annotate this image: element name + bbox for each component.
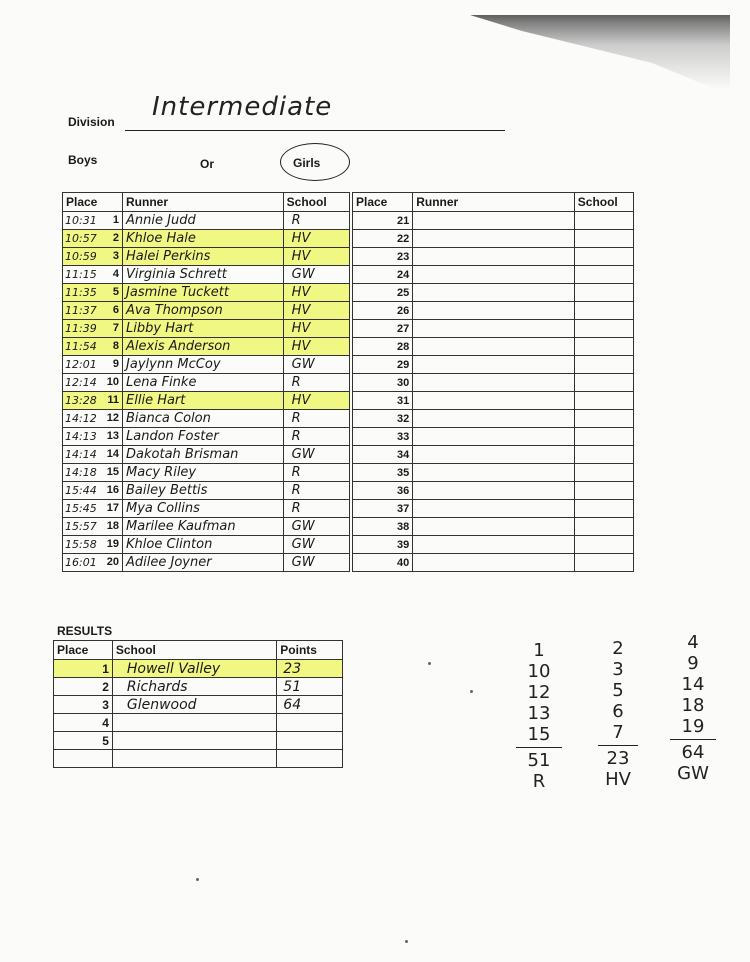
table-row [63, 428, 350, 446]
place-cell [63, 446, 123, 464]
table-row [63, 266, 350, 284]
place-cell [63, 464, 123, 482]
results-points: 64 [277, 696, 343, 714]
scan-speck [196, 878, 199, 881]
place-number: 20 [106, 556, 120, 568]
results-place: 4 [54, 714, 113, 732]
results-points: 51 [277, 678, 343, 696]
place-number: 33 [353, 428, 413, 446]
finish-time: 11:54 [65, 340, 97, 353]
finish-time: 12:01 [65, 358, 97, 371]
place-number: 11 [107, 394, 120, 406]
division-label: Division [68, 115, 115, 129]
finish-time: 14:18 [65, 466, 97, 479]
place-number: 2 [112, 232, 120, 244]
table-row [63, 536, 350, 554]
tally-richards [516, 640, 562, 792]
scan-speck [428, 662, 431, 665]
place-cell [63, 212, 123, 230]
table-row [63, 482, 350, 500]
runner-school: GW [283, 536, 349, 554]
place-header: Place [63, 193, 123, 212]
table-header-row [353, 193, 634, 212]
runner-school: HV [283, 248, 349, 266]
results-place-header: Place [54, 641, 113, 660]
finish-time: 11:35 [65, 286, 97, 299]
runner-name-empty [413, 248, 575, 266]
runner-school-empty [574, 356, 633, 374]
runner-name-empty [413, 500, 575, 518]
place-number: 38 [353, 518, 413, 536]
runner-school: GW [283, 518, 349, 536]
results-school: Howell Valley [112, 660, 276, 678]
results-school-header: School [112, 641, 276, 660]
results-points: 23 [277, 660, 343, 678]
place-cell [63, 554, 123, 572]
tally-sum-line [670, 739, 716, 740]
runner-school: R [283, 428, 349, 446]
runner-school: GW [283, 554, 349, 572]
tally-value: 9 [687, 653, 699, 674]
table-row [353, 518, 634, 536]
runner-school: GW [283, 446, 349, 464]
table-row [63, 338, 350, 356]
runner-name-empty [413, 464, 575, 482]
table-row [63, 230, 350, 248]
place-number: 15 [106, 466, 120, 478]
place-number: 1 [112, 214, 120, 226]
table-row [63, 554, 350, 572]
place-number: 28 [353, 338, 413, 356]
place-number: 25 [353, 284, 413, 302]
place-header: Place [353, 193, 413, 212]
runner-school: R [283, 410, 349, 428]
tally-total: 64 [681, 742, 705, 763]
results-title: RESULTS [57, 624, 113, 638]
results-school [112, 714, 276, 732]
runners-body-left [63, 212, 350, 572]
runner-school: HV [283, 338, 349, 356]
table-row [63, 320, 350, 338]
runner-school: R [283, 464, 349, 482]
finish-time: 10:57 [65, 232, 97, 245]
table-row [353, 212, 634, 230]
runner-name-empty [413, 392, 575, 410]
runner-name: Marilee Kaufman [123, 518, 284, 536]
place-number: 26 [353, 302, 413, 320]
results-table [53, 640, 343, 768]
runner-name-empty [413, 356, 575, 374]
place-number: 34 [353, 446, 413, 464]
division-underline [125, 130, 505, 131]
runner-name: Bianca Colon [123, 410, 284, 428]
runner-school-empty [574, 482, 633, 500]
place-number: 31 [353, 392, 413, 410]
runner-name: Bailey Bettis [123, 482, 284, 500]
runner-name-empty [413, 482, 575, 500]
results-points-header: Points [277, 641, 343, 660]
table-row [353, 374, 634, 392]
table-row [353, 284, 634, 302]
results-row [54, 732, 343, 750]
runner-school-empty [574, 302, 633, 320]
results-school [112, 750, 276, 768]
tally-total: 51 [527, 750, 551, 771]
runner-school: R [283, 500, 349, 518]
runner-school-empty [574, 212, 633, 230]
table-row [353, 554, 634, 572]
place-number: 18 [106, 520, 120, 532]
table-row [353, 230, 634, 248]
place-number: 39 [353, 536, 413, 554]
results-place: 3 [54, 696, 113, 714]
tally-value: 1 [533, 640, 545, 661]
runners-table-1-20 [62, 192, 350, 572]
place-number: 21 [353, 212, 413, 230]
finish-time: 14:12 [65, 412, 97, 425]
place-cell [63, 230, 123, 248]
results-points [277, 732, 343, 750]
table-row [63, 356, 350, 374]
place-number: 10 [106, 376, 120, 388]
boys-option: Boys [68, 153, 98, 167]
table-row [63, 212, 350, 230]
finish-time: 12:14 [65, 376, 97, 389]
results-school [112, 732, 276, 750]
tally-value: 10 [527, 661, 551, 682]
table-row [353, 500, 634, 518]
runner-name: Mya Collins [123, 500, 284, 518]
results-row [54, 660, 343, 678]
place-number: 35 [353, 464, 413, 482]
runner-school-empty [574, 446, 633, 464]
tally-team: GW [677, 763, 709, 784]
place-cell [63, 302, 123, 320]
tally-team: R [532, 771, 546, 792]
tally-value: 19 [681, 716, 705, 737]
results-header-row [54, 641, 343, 660]
runner-name-empty [413, 554, 575, 572]
place-number: 24 [353, 266, 413, 284]
runners-table-21-40 [352, 192, 634, 572]
table-row [353, 338, 634, 356]
runner-name: Landon Foster [123, 428, 284, 446]
runner-school: GW [283, 266, 349, 284]
place-cell [63, 536, 123, 554]
finish-time: 14:13 [65, 430, 97, 443]
place-number: 4 [112, 268, 120, 280]
table-row [353, 428, 634, 446]
place-number: 6 [112, 304, 120, 316]
runner-name: Halei Perkins [123, 248, 284, 266]
results-points [277, 750, 343, 768]
table-row [353, 320, 634, 338]
finish-time: 15:57 [65, 520, 97, 533]
tally-sum-line [516, 747, 562, 748]
runner-name: Adilee Joyner [123, 554, 284, 572]
runner-name: Macy Riley [123, 464, 284, 482]
results-row [54, 696, 343, 714]
table-row [63, 464, 350, 482]
place-number: 7 [112, 322, 120, 334]
finish-time: 14:14 [65, 448, 97, 461]
place-number: 27 [353, 320, 413, 338]
runner-school: GW [283, 356, 349, 374]
table-row [353, 356, 634, 374]
runner-name: Jaylynn McCoy [123, 356, 284, 374]
runner-school-empty [574, 536, 633, 554]
runner-name: Ava Thompson [123, 302, 284, 320]
place-number: 40 [353, 554, 413, 572]
place-number: 8 [112, 340, 120, 352]
results-place: 2 [54, 678, 113, 696]
runner-name: Khloe Clinton [123, 536, 284, 554]
finish-time: 10:31 [65, 214, 97, 227]
table-row [353, 410, 634, 428]
runner-name-empty [413, 536, 575, 554]
runner-name: Jasmine Tuckett [123, 284, 284, 302]
place-number: 17 [106, 502, 120, 514]
place-number: 3 [112, 250, 120, 262]
runner-name: Alexis Anderson [123, 338, 284, 356]
place-number: 16 [106, 484, 120, 496]
runner-name-empty [413, 338, 575, 356]
table-row [63, 248, 350, 266]
runner-name-empty [413, 284, 575, 302]
runner-name: Khloe Hale [123, 230, 284, 248]
place-cell [63, 266, 123, 284]
runner-school-empty [574, 464, 633, 482]
tally-value: 3 [612, 659, 624, 680]
place-number: 37 [353, 500, 413, 518]
place-cell [63, 248, 123, 266]
tally-value: 2 [612, 638, 624, 659]
school-header: School [574, 193, 633, 212]
runner-school-empty [574, 248, 633, 266]
runner-name-empty [413, 374, 575, 392]
scan-speck [470, 690, 473, 693]
runner-school: HV [283, 230, 349, 248]
place-number: 13 [106, 430, 120, 442]
table-row [63, 302, 350, 320]
results-place [54, 750, 113, 768]
results-place: 1 [54, 660, 113, 678]
runner-name: Lena Finke [123, 374, 284, 392]
runner-school: HV [283, 392, 349, 410]
runner-school-empty [574, 284, 633, 302]
place-cell [63, 428, 123, 446]
tally-value: 13 [527, 703, 551, 724]
school-header: School [283, 193, 349, 212]
place-cell [63, 518, 123, 536]
finish-time: 10:59 [65, 250, 97, 263]
scan-speck [405, 940, 408, 943]
division-value: Intermediate [152, 92, 333, 122]
runner-school-empty [574, 518, 633, 536]
table-header-row [63, 193, 350, 212]
finish-time: 11:15 [65, 268, 97, 281]
tally-value: 14 [681, 674, 705, 695]
runner-name-empty [413, 428, 575, 446]
place-number: 19 [106, 538, 120, 550]
scan-shadow [470, 15, 730, 95]
place-number: 23 [353, 248, 413, 266]
runner-name: Ellie Hart [123, 392, 284, 410]
table-row [353, 536, 634, 554]
runner-school-empty [574, 230, 633, 248]
place-cell [63, 356, 123, 374]
runner-school: HV [283, 284, 349, 302]
place-number: 32 [353, 410, 413, 428]
runner-name-empty [413, 446, 575, 464]
runner-school-empty [574, 374, 633, 392]
tally-value: 18 [681, 695, 705, 716]
results-row [54, 750, 343, 768]
runner-school: R [283, 482, 349, 500]
runner-school-empty [574, 338, 633, 356]
place-number: 22 [353, 230, 413, 248]
girls-option: Girls [293, 156, 321, 170]
results-school: Glenwood [112, 696, 276, 714]
runner-school-empty [574, 428, 633, 446]
tally-value: 6 [612, 701, 624, 722]
place-number: 12 [106, 412, 120, 424]
place-cell [63, 338, 123, 356]
place-cell [63, 392, 123, 410]
runner-school-empty [574, 266, 633, 284]
place-number: 30 [353, 374, 413, 392]
table-row [353, 446, 634, 464]
table-row [63, 374, 350, 392]
tally-value: 12 [527, 682, 551, 703]
place-cell [63, 482, 123, 500]
runner-name: Dakotah Brisman [123, 446, 284, 464]
place-cell [63, 410, 123, 428]
runner-name-empty [413, 518, 575, 536]
table-row [63, 500, 350, 518]
finish-time: 11:37 [65, 304, 97, 317]
finish-time: 15:44 [65, 484, 97, 497]
finish-time: 11:39 [65, 322, 97, 335]
finish-time: 15:58 [65, 538, 97, 551]
table-row [353, 266, 634, 284]
runner-name-empty [413, 266, 575, 284]
runners-body-right [353, 212, 634, 572]
or-text: Or [200, 157, 215, 171]
results-points [277, 714, 343, 732]
runner-school-empty [574, 392, 633, 410]
table-row [353, 464, 634, 482]
tally-value: 5 [612, 680, 624, 701]
runner-name-empty [413, 410, 575, 428]
runner-name: Libby Hart [123, 320, 284, 338]
runner-name: Annie Judd [123, 212, 284, 230]
place-number: 14 [106, 448, 120, 460]
results-row [54, 714, 343, 732]
place-number: 5 [112, 286, 120, 298]
tally-team: HV [605, 769, 631, 790]
runner-name: Virginia Schrett [123, 266, 284, 284]
table-row [63, 284, 350, 302]
tally-value: 4 [687, 632, 699, 653]
results-school: Richards [112, 678, 276, 696]
runner-name-empty [413, 302, 575, 320]
runner-school-empty [574, 554, 633, 572]
table-row [353, 302, 634, 320]
runner-name-empty [413, 230, 575, 248]
place-number: 9 [112, 358, 120, 370]
runner-school-empty [574, 500, 633, 518]
place-cell [63, 284, 123, 302]
finish-time: 16:01 [65, 556, 97, 569]
results-body [54, 660, 343, 768]
table-row [63, 518, 350, 536]
runner-header: Runner [413, 193, 575, 212]
tally-value: 15 [527, 724, 551, 745]
place-number: 36 [353, 482, 413, 500]
place-cell [63, 320, 123, 338]
tally-howell-valley [598, 638, 638, 790]
runner-school: HV [283, 302, 349, 320]
finish-time: 15:45 [65, 502, 97, 515]
finish-time: 13:28 [65, 394, 97, 407]
runner-name-empty [413, 212, 575, 230]
table-row [353, 482, 634, 500]
runner-school: R [283, 374, 349, 392]
tally-sum-line [598, 745, 638, 746]
tally-glenwood [670, 632, 716, 784]
table-row [353, 392, 634, 410]
runner-school: HV [283, 320, 349, 338]
runner-header: Runner [123, 193, 284, 212]
runner-school-empty [574, 410, 633, 428]
table-row [63, 446, 350, 464]
table-row [63, 392, 350, 410]
runner-name-empty [413, 320, 575, 338]
place-cell [63, 500, 123, 518]
tally-total: 23 [606, 748, 630, 769]
table-row [353, 248, 634, 266]
results-row [54, 678, 343, 696]
table-row [63, 410, 350, 428]
place-number: 29 [353, 356, 413, 374]
place-cell [63, 374, 123, 392]
tally-value: 7 [612, 722, 624, 743]
results-place: 5 [54, 732, 113, 750]
runner-school-empty [574, 320, 633, 338]
runner-school: R [283, 212, 349, 230]
